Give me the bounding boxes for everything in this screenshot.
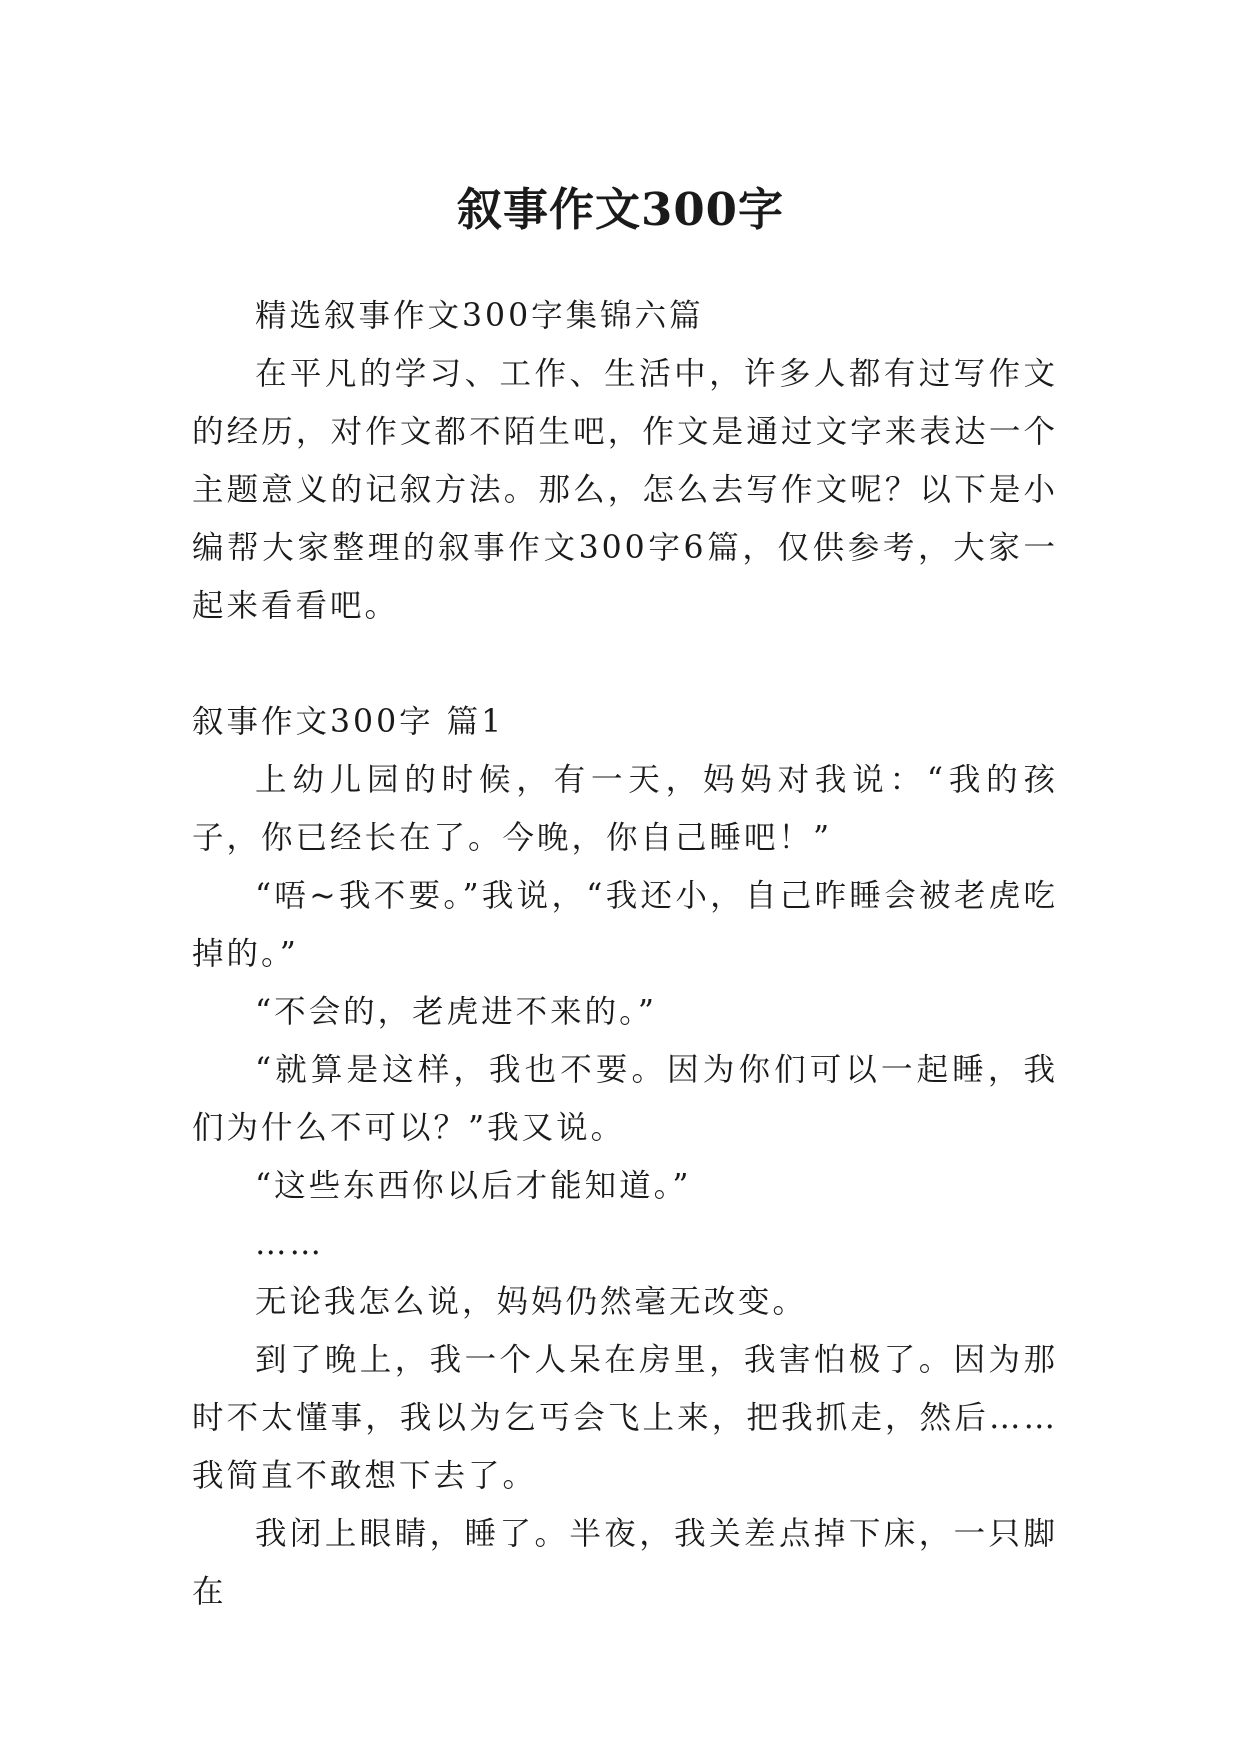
story-paragraph: “唔~我不要。”我说，“我还小，自己昨睡会被老虎吃掉的。” — [192, 878, 1058, 972]
story-paragraph: 无论我怎么说，妈妈仍然毫无改变。 — [255, 1284, 808, 1320]
story-paragraph: 上幼儿园的时候，有一天，妈妈对我说：“我的孩子，你已经长在了。今晚，你自己睡吧！” — [192, 762, 1058, 856]
intro-subtitle: 精选叙事作文300字集锦六篇 — [255, 298, 704, 334]
section-heading: 叙事作文300字 篇1 — [192, 704, 505, 740]
document-body — [192, 287, 1058, 1621]
story-paragraph: 到了晚上，我一个人呆在房里，我害怕极了。因为那时不太懂事，我以为乞丐会飞上来，把我抓走，然后……我简直不敢想下去了。 — [192, 1342, 1058, 1494]
story-paragraph: “这些东西你以后才能知道。” — [255, 1168, 692, 1204]
paragraph-spacer — [192, 635, 1058, 693]
intro-paragraph: 在平凡的学习、工作、生活中，许多人都有过写作文的经历，对作文都不陌生吧，作文是通过文字来表达一个主题意义的记叙方法。那么，怎么去写作文呢？以下是小编帮大家整理的叙事作文300字6篇，仅供参考，大家一起来看看吧。 — [192, 356, 1058, 624]
story-paragraph: 我闭上眼睛，睡了。半夜，我关差点掉下床，一只脚在 — [192, 1516, 1058, 1610]
ellipsis-line: …… — [255, 1226, 324, 1262]
story-paragraph: “不会的，老虎进不来的。” — [255, 994, 657, 1030]
story-paragraph: “就算是这样，我也不要。因为你们可以一起睡，我们为什么不可以？”我又说。 — [192, 1052, 1058, 1146]
document-title: 叙事作文300字 — [457, 183, 784, 237]
